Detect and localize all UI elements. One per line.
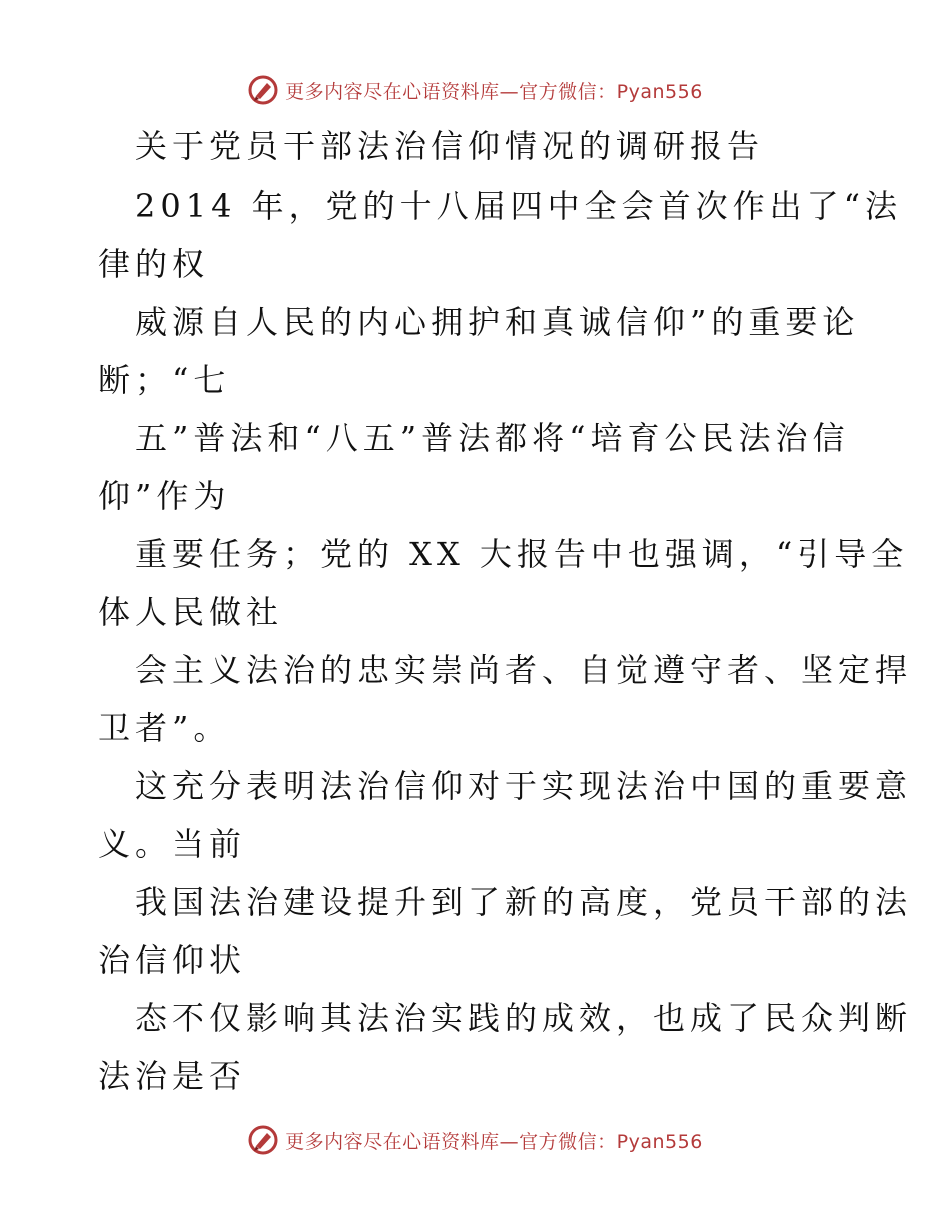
paragraph-line: 重要任务；党的 XX 大报告中也强调，“引导全 (135, 535, 909, 573)
paragraph-line: 律的权 (98, 245, 210, 283)
paragraph-line: 我国法治建设提升到了新的高度，党员干部的法 (135, 883, 913, 921)
paragraph-line: 态不仅影响其法治实践的成效，也成了民众判断 (135, 999, 913, 1037)
pen-logo-icon (247, 74, 279, 106)
paragraph-line: 治信仰状 (98, 941, 247, 979)
paragraph-line: 2014 年，党的十八届四中全会首次作出了“法 (135, 187, 902, 225)
footer-banner (0, 1120, 950, 1160)
paragraph-line: 卫者”。 (98, 709, 231, 747)
paragraph-line: 仰”作为 (98, 477, 231, 515)
paragraph-line: 会主义法治的忠实崇尚者、自觉遵守者、坚定捍 (135, 651, 913, 689)
paragraph-line: 威源自人民的内心拥护和真诚信仰”的重要论 (135, 303, 860, 341)
paragraph-line: 这充分表明法治信仰对于实现法治中国的重要意 (135, 767, 913, 805)
footer-banner-text: 更多内容尽在心语资料库—官方微信：Pyan556 (285, 1130, 703, 1153)
header-banner-text: 更多内容尽在心语资料库—官方微信：Pyan556 (285, 80, 703, 103)
paragraph-line: 法治是否 (98, 1057, 247, 1095)
header-banner (0, 70, 950, 110)
paragraph-line: 断；“七 (98, 361, 231, 399)
document-title: 关于党员干部法治信仰情况的调研报告 (135, 127, 765, 165)
paragraph-line: 五”普法和“八五”普法都将“培育公民法治信 (135, 419, 850, 457)
paragraph-line: 义。当前 (98, 825, 247, 863)
pen-logo-icon (247, 1124, 279, 1156)
paragraph-line: 体人民做社 (98, 593, 284, 631)
